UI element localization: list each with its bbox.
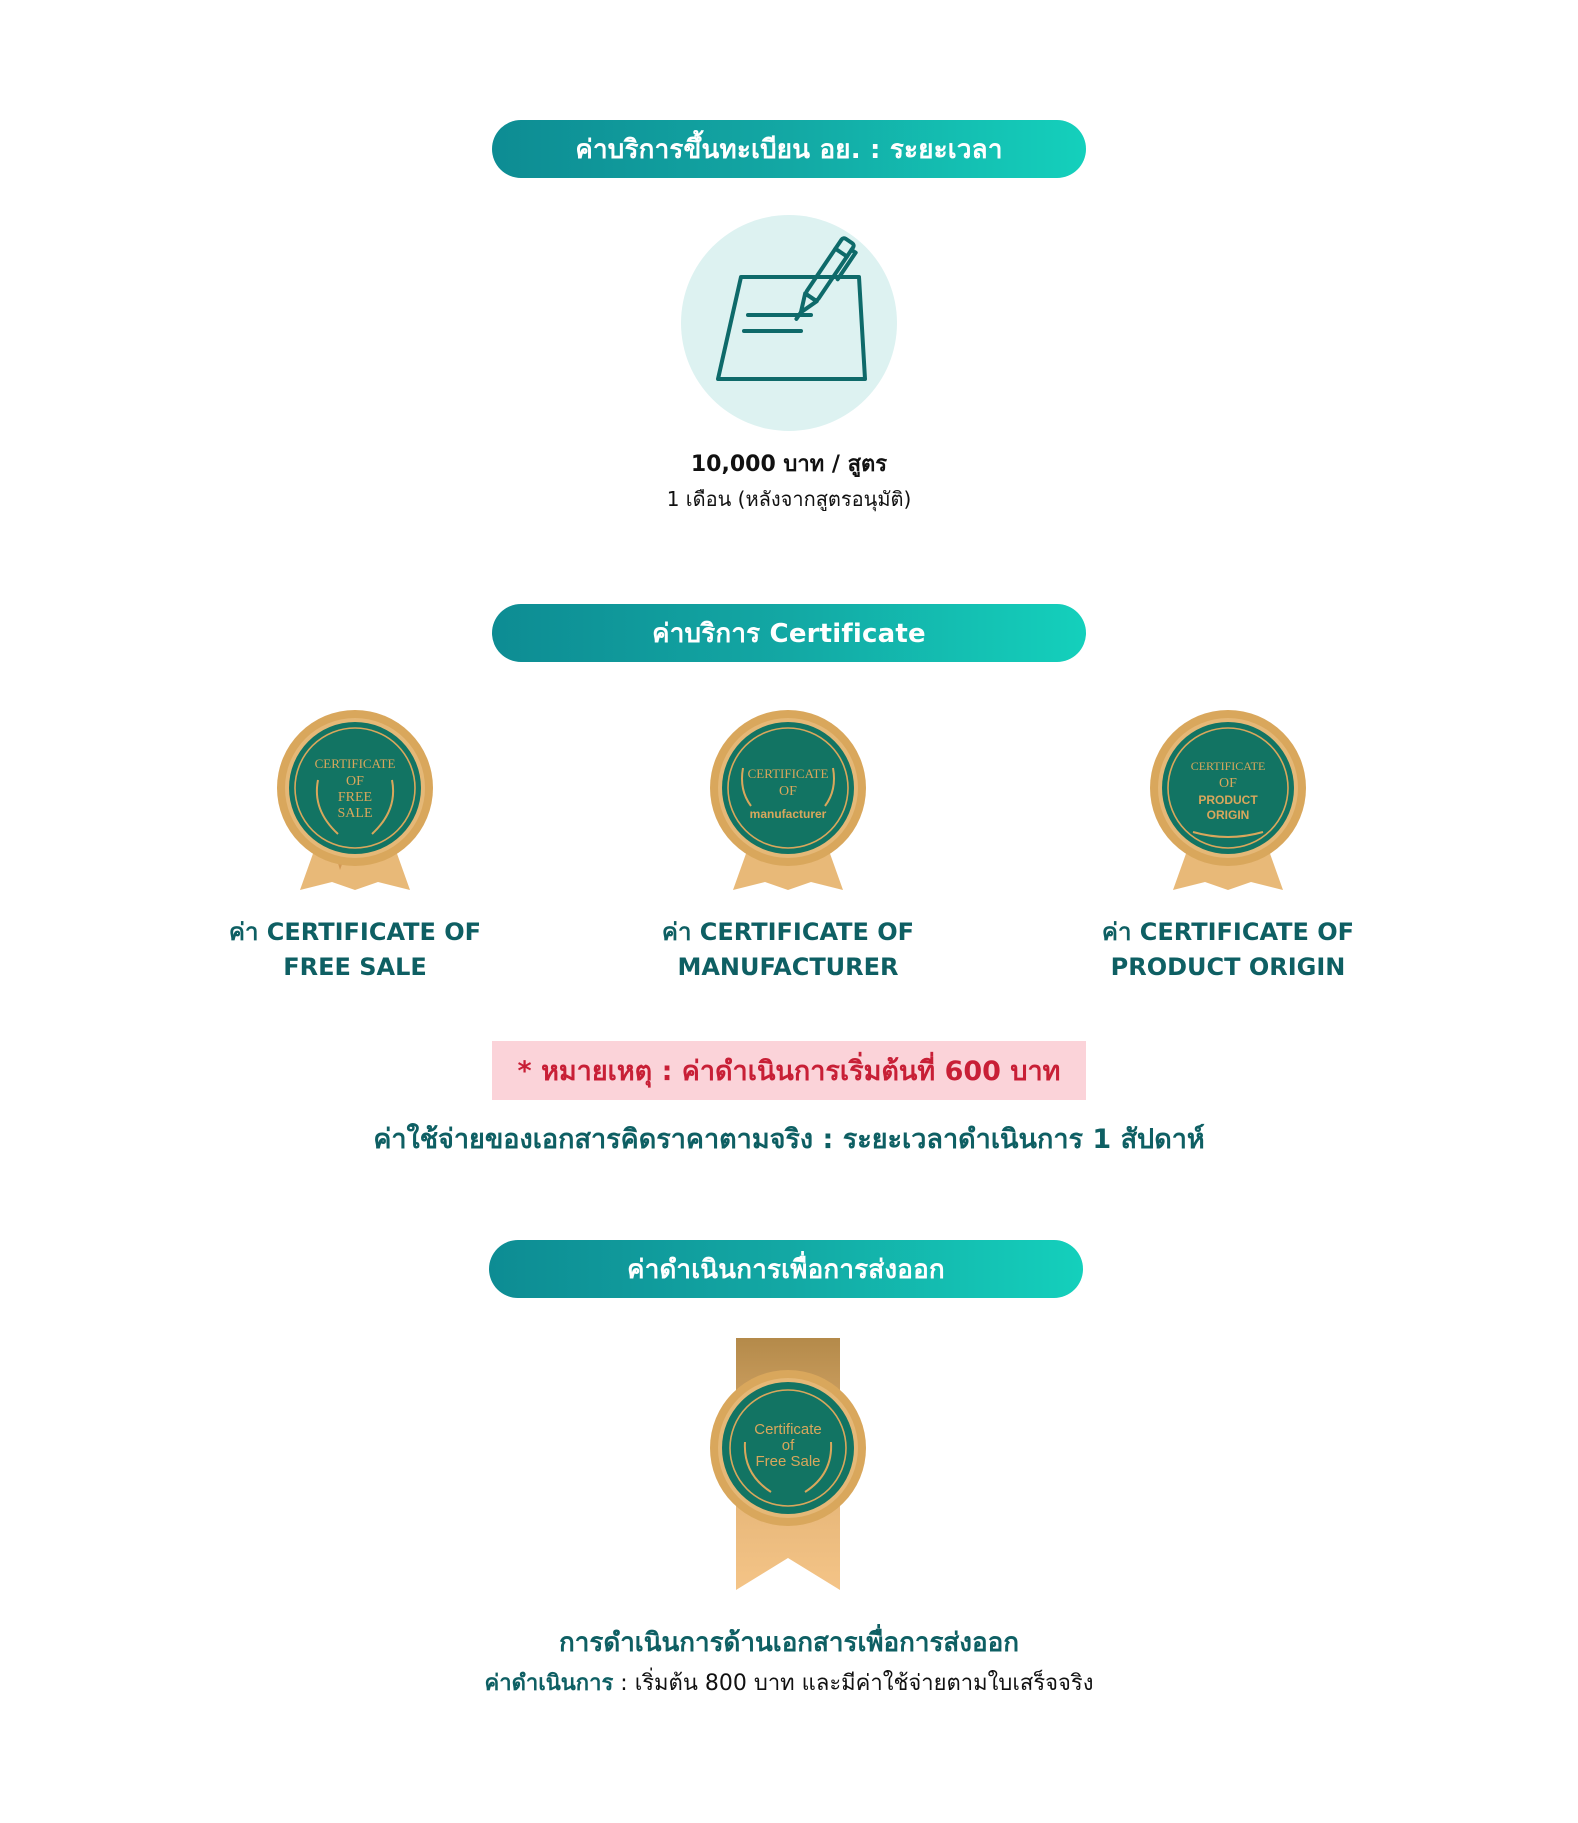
label-line: FREE SALE <box>283 953 427 981</box>
section-header-label: ค่าดำเนินการเพื่อการส่งออก <box>627 1254 945 1285</box>
label-line: PRODUCT ORIGIN <box>1110 953 1346 981</box>
certificate-cost-line: ค่าใช้จ่ายของเอกสารคิดราคาตามจริง : ระยะเวลาดำเนินการ 1 สัปดาห์ <box>373 1124 1205 1155</box>
section-header-label: ค่าบริการ Certificate <box>652 618 926 649</box>
certificate-product-origin-medal-icon <box>1143 710 1313 890</box>
section-header-label: ค่าบริการขึ้นทะเบียน อย. : ระยะเวลา <box>575 134 1003 165</box>
seal-text: CERTIFICATE <box>1190 759 1266 773</box>
section-header-certificate <box>492 604 1086 662</box>
seal-text: Certificate <box>754 1421 822 1438</box>
document-signing-icon <box>681 215 897 431</box>
seal-text: OF <box>346 774 364 789</box>
section-header-export <box>489 1240 1083 1298</box>
export-fee-line <box>0 1665 1578 1700</box>
fee-label: ค่าดำเนินการ <box>484 1671 614 1696</box>
export-heading: การดำเนินการด้านเอกสารเพื่อการส่งออก <box>559 1628 1019 1658</box>
label-line: ค่า CERTIFICATE OF <box>228 918 482 946</box>
certificate-free-sale-medal-icon <box>270 710 440 890</box>
label-line: MANUFACTURER <box>677 953 899 981</box>
registration-duration: 1 เดือน (หลังจากสูตรอนุมัติ) <box>666 487 912 511</box>
certificate-product-origin-label <box>1068 915 1388 985</box>
note-text: * หมายเหตุ : ค่าดำเนินการเริ่มต้นที่ 600 บาท <box>517 1056 1061 1087</box>
seal-text: CERTIFICATE <box>747 766 829 781</box>
certificate-of-free-sale-ribbon-medal-icon <box>707 1338 869 1590</box>
section-header-fda-registration <box>492 120 1086 178</box>
seal-text: of <box>781 1437 795 1454</box>
seal-text: SALE <box>337 806 373 821</box>
certificate-free-sale-label <box>195 915 515 985</box>
certificate-manufacturer-medal-icon <box>703 710 873 890</box>
label-line: ค่า CERTIFICATE OF <box>661 918 915 946</box>
seal-text: manufacturer <box>749 807 827 821</box>
seal-text: Free Sale <box>755 1453 821 1470</box>
note-box <box>492 1041 1086 1100</box>
seal-text: FREE <box>337 790 373 805</box>
label-line: ค่า CERTIFICATE OF <box>1101 918 1355 946</box>
seal-text: OF <box>1219 776 1237 791</box>
seal-text: PRODUCT <box>1198 793 1258 807</box>
seal-text: OF <box>779 784 797 799</box>
seal-text: CERTIFICATE <box>314 756 396 771</box>
certificate-manufacturer-label <box>628 915 948 985</box>
registration-price: 10,000 บาท / สูตร <box>690 452 888 477</box>
seal-text: ORIGIN <box>1206 808 1250 822</box>
fee-text: : เริ่มต้น 800 บาท และมีค่าใช้จ่ายตามใบเสร็จจริง <box>613 1671 1094 1696</box>
